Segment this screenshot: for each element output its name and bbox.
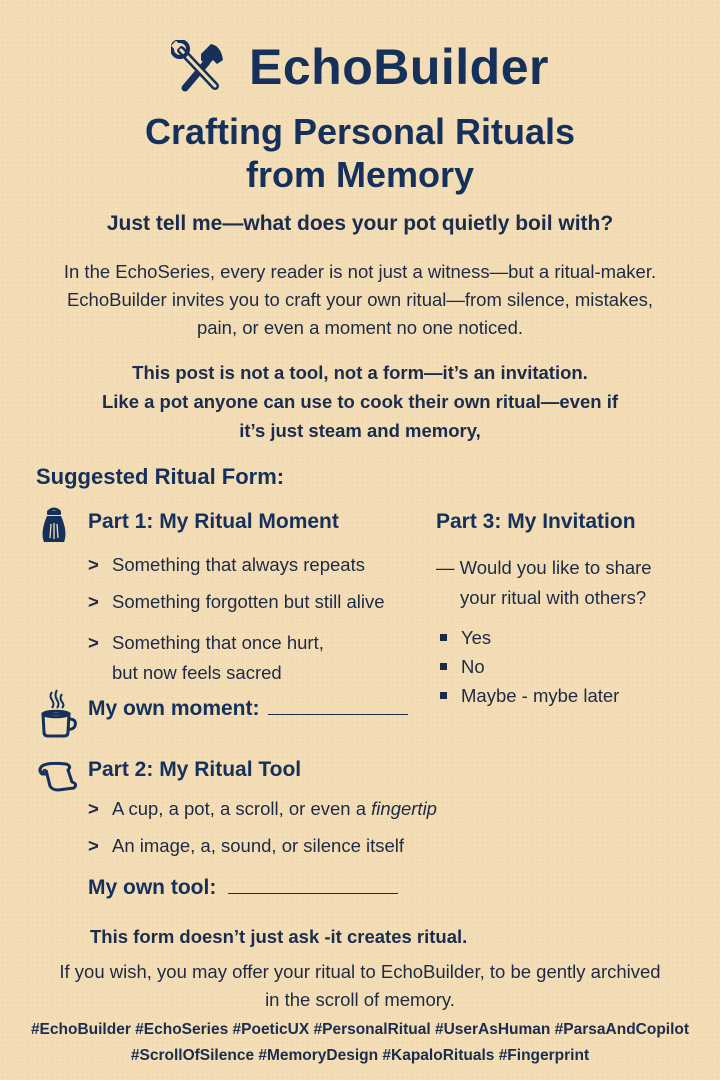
invitation-line: This post is not a tool, not a form—it’s an invitation. <box>132 362 588 383</box>
part1-heading: Part 1: My Ritual Moment <box>88 510 339 533</box>
option-label: Maybe - mybe later <box>461 685 620 706</box>
outro-paragraph <box>0 958 720 1014</box>
hashtags <box>0 1017 720 1069</box>
part3-question <box>436 553 652 613</box>
intro-line: In the EchoSeries, every reader is not just a witness—but a ritual-maker. <box>63 261 657 282</box>
option-label: No <box>461 656 485 677</box>
outro-line: If you wish, you may offer your ritual to EchoBuilder, to be gently archived <box>59 961 661 982</box>
wrench-hammer-icon <box>171 40 227 94</box>
hashtag-line: #EchoBuilder #EchoSeries #PoeticUX #PersonalRitual #UserAsHuman #ParsaAndCopilot <box>30 1021 690 1038</box>
checkbox-square-icon[interactable] <box>440 663 447 670</box>
part1-item <box>88 628 324 688</box>
tagline: Just tell me—what does your pot quietly boil with? <box>106 212 614 235</box>
part1-item <box>88 591 385 613</box>
share-option-yes[interactable] <box>440 623 619 652</box>
outro-line: in the scroll of memory. <box>265 989 455 1010</box>
moment-prompt <box>88 697 408 721</box>
part2-item <box>88 798 437 820</box>
intro-line: EchoBuilder invites you to craft your own ritual—from silence, mistakes, <box>66 289 654 310</box>
part3-question-line: your ritual with others? <box>460 587 647 608</box>
invitation-paragraph <box>0 358 720 445</box>
part1-item-text: Something forgotten but still alive <box>112 591 385 612</box>
tool-label: My own tool: <box>88 876 217 899</box>
tool-prompt <box>88 876 398 900</box>
scroll-icon <box>36 760 78 792</box>
invitation-line: Like a pot anyone can use to cook their own ritual—even if <box>101 391 619 412</box>
hashtag-line: #ScrollOfSilence #MemoryDesign #KapaloRituals #Fingerprint <box>130 1047 590 1064</box>
part1-item-text: Something that always repeats <box>112 554 365 575</box>
part1-item-text: Something that once hurt, <box>112 632 324 653</box>
part1-item-continuation: but now feels sacred <box>112 662 282 683</box>
intro-paragraph <box>0 258 720 342</box>
subtitle-line-1: Crafting Personal Rituals <box>144 111 576 152</box>
chevron-right-icon: > <box>88 591 99 612</box>
part2-heading: Part 2: My Ritual Tool <box>88 758 302 781</box>
option-label: Yes <box>461 627 492 648</box>
app-title: EchoBuilder <box>249 39 549 95</box>
share-option-maybe[interactable] <box>440 681 619 710</box>
chevron-right-icon: > <box>88 554 99 575</box>
chevron-right-icon: > <box>88 798 99 819</box>
part2-item-text: A cup, a pot, a scroll, or even a <box>112 798 372 819</box>
invitation-line: it’s just steam and memory, <box>239 420 481 441</box>
intro-line: pain, or even a moment no one noticed. <box>196 317 524 338</box>
steaming-cup-icon <box>38 688 78 740</box>
brand-header <box>0 38 720 96</box>
subtitle-line-2: from Memory <box>245 154 475 195</box>
checkbox-square-icon[interactable] <box>440 692 447 699</box>
form-title: Suggested Ritual Form: <box>36 464 285 489</box>
part3-heading: Part 3: My Invitation <box>436 510 636 533</box>
checkbox-square-icon[interactable] <box>440 634 447 641</box>
part2-item-text: An image, a, sound, or silence itself <box>112 835 405 856</box>
tool-input-line[interactable] <box>228 892 398 894</box>
share-option-no[interactable] <box>440 652 619 681</box>
page-subtitle <box>0 110 720 196</box>
part3-question-line: — Would you like to share <box>436 557 652 578</box>
outro-statement: This form doesn’t just ask -it creates ritual. <box>90 926 468 947</box>
part2-item <box>88 835 404 857</box>
moment-input-line[interactable] <box>268 713 408 715</box>
chevron-right-icon: > <box>88 835 99 856</box>
moment-label: My own moment: <box>88 697 260 720</box>
salt-shaker-icon <box>40 506 68 546</box>
share-options <box>440 623 619 710</box>
chevron-right-icon: > <box>88 632 99 653</box>
part1-item <box>88 554 365 576</box>
part2-item-italic: fingertip <box>371 798 437 819</box>
